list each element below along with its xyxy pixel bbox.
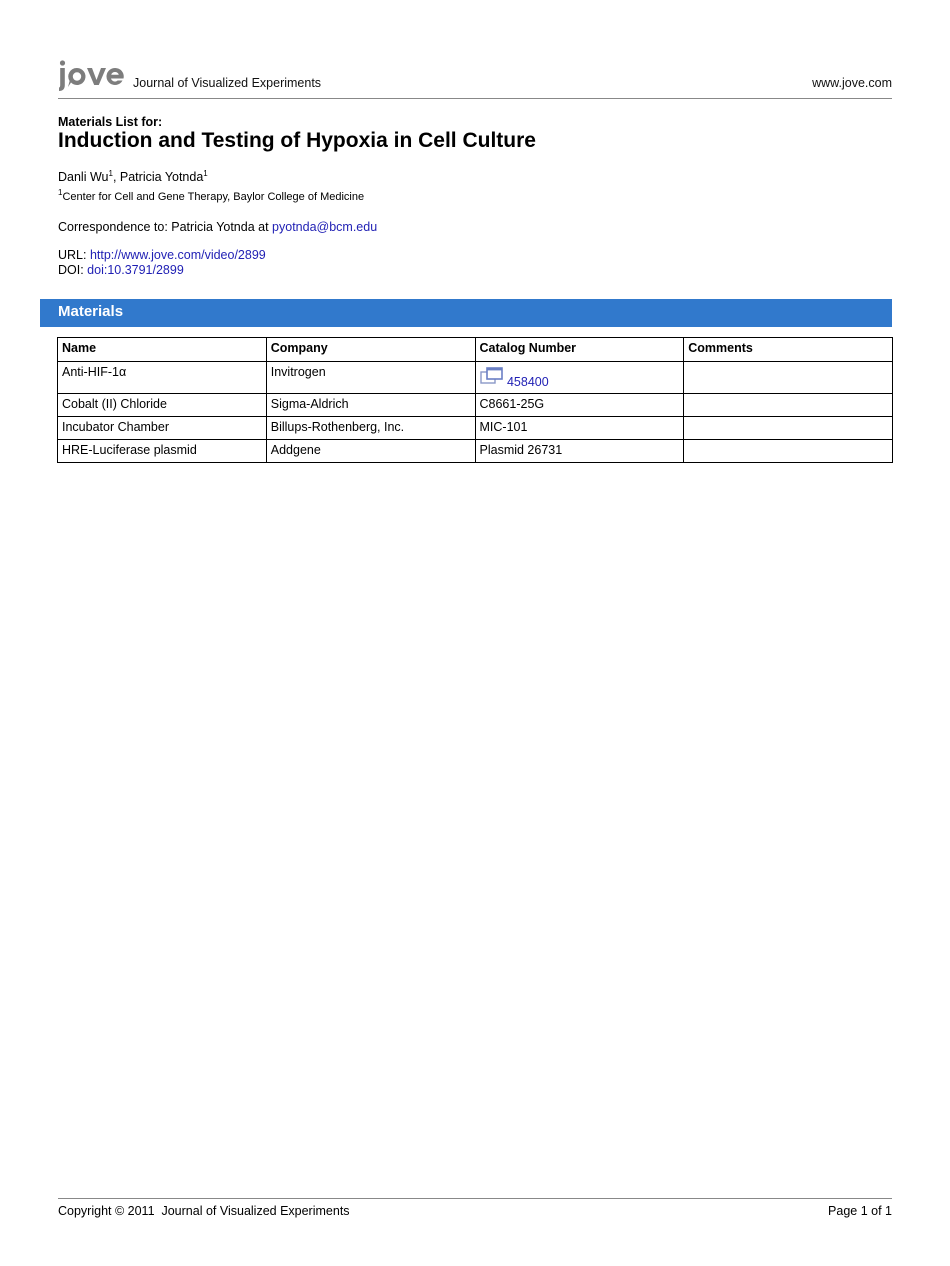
column-header-name: Name [58,338,267,362]
cell-company: Sigma-Aldrich [266,394,475,417]
copyright-text: Copyright © 2011 Journal of Visualized Experiments [58,1204,350,1218]
author-name: Patricia Yotnda [119,170,204,184]
cell-catalog: C8661-25G [475,394,684,417]
affiliation [58,188,365,203]
author-list [58,170,208,184]
materials-list-label: Materials List for: [58,115,163,129]
cell-comments [684,394,893,417]
external-link-icon[interactable] [480,367,504,388]
page-header [58,58,892,99]
doi-link[interactable]: doi:10.3791/2899 [87,263,184,277]
section-title: Materials [58,303,124,320]
cell-name: Incubator Chamber [58,417,267,440]
correspondence [58,220,377,234]
correspondence-prefix: Correspondence to: Patricia Yotnda at [58,220,273,234]
article-links [58,248,266,278]
page-number: Page 1 of 1 [828,1204,892,1218]
column-header-comments: Comments [684,338,893,362]
cell-name: Anti-HIF-1α [58,362,267,394]
cell-company: Addgene [266,440,475,463]
materials-table [57,337,893,463]
cell-name: Cobalt (II) Chloride [58,394,267,417]
cell-comments [684,362,893,394]
jove-logo[interactable] [58,58,124,94]
author-name: Danli Wu [58,170,109,184]
journal-name: Journal of Visualized Experiments [133,76,322,90]
site-url[interactable]: www.jove.com [812,76,892,90]
table-row [58,440,893,463]
author-separator: , [112,170,120,184]
cell-company: Invitrogen [266,362,475,394]
page-footer [58,1198,892,1218]
affiliation-mark: 1 [108,169,113,178]
doi-label: DOI: [58,263,88,277]
catalog-link[interactable]: 458400 [506,375,549,389]
cell-catalog [475,362,684,394]
section-header-materials [40,299,892,327]
affiliation-mark: 1 [58,188,63,197]
cell-catalog: Plasmid 26731 [475,440,684,463]
cell-catalog: MIC-101 [475,417,684,440]
article-url-link[interactable]: http://www.jove.com/video/2899 [89,248,266,262]
column-header-catalog: Catalog Number [475,338,684,362]
affiliation-text: Center for Cell and Gene Therapy, Baylor College of Medicine [62,191,365,203]
table-row [58,417,893,440]
column-header-company: Company [266,338,475,362]
cell-comments [684,417,893,440]
url-label: URL: [58,248,90,262]
cell-comments [684,440,893,463]
article-title: Induction and Testing of Hypoxia in Cell Culture [58,129,536,152]
cell-company: Billups-Rothenberg, Inc. [266,417,475,440]
correspondence-email-link[interactable]: pyotnda@bcm.edu [272,220,378,234]
table-header-row [58,338,893,362]
cell-name: HRE-Luciferase plasmid [58,440,267,463]
table-row [58,362,893,394]
table-row [58,394,893,417]
affiliation-mark: 1 [203,169,208,178]
